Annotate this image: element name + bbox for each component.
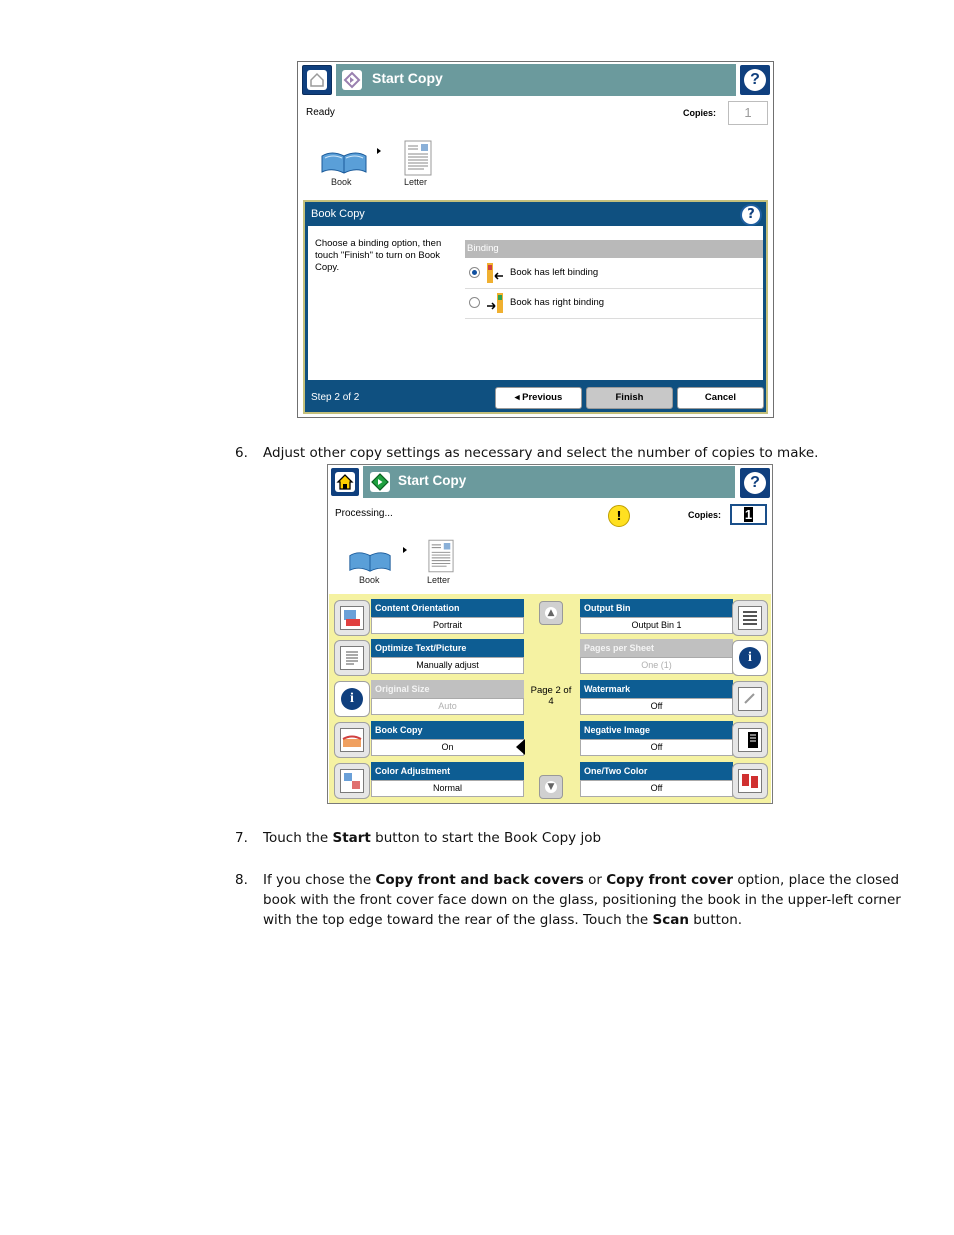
top-bar	[328, 465, 772, 499]
help-icon: ?	[744, 472, 766, 494]
settings-panel	[329, 594, 771, 803]
letter-thumbnail-icon	[404, 140, 432, 176]
tile-value: Manually adjust	[371, 657, 524, 674]
step-6-text: Adjust other copy settings as necessary and select the number of copies to make.	[263, 445, 819, 461]
start-copy-button[interactable]	[336, 64, 736, 96]
tile-value: One (1)	[580, 657, 733, 674]
arrow-right-icon	[377, 148, 381, 154]
copies-label: Copies:	[688, 510, 722, 520]
color-adjust-icon	[334, 763, 370, 799]
step-7-pre: Touch the	[263, 830, 333, 846]
book-thumb-label: Book	[359, 575, 380, 585]
tile-value: Portrait	[371, 617, 524, 634]
radio-left-binding[interactable]	[469, 267, 480, 278]
step-8-t4: button.	[688, 912, 743, 928]
book-copy-icon	[334, 722, 370, 758]
original-size-tile[interactable]	[334, 680, 524, 717]
status-text: Processing...	[335, 508, 393, 519]
step-7-number: 7.	[235, 830, 248, 846]
start-copy-label: Start Copy	[398, 473, 467, 488]
tile-title: Optimize Text/Picture	[371, 639, 524, 657]
tile-title: Color Adjustment	[371, 762, 524, 780]
previous-label: Previous	[522, 392, 563, 403]
tile-title: Content Orientation	[371, 599, 524, 617]
option-left-binding[interactable]	[465, 259, 763, 289]
pages-per-sheet-tile[interactable]	[580, 639, 768, 676]
negative-image-icon	[732, 722, 768, 758]
book-thumb-label: Book	[331, 177, 352, 187]
step-8-t2: or	[583, 872, 607, 888]
scroll-down-button[interactable]	[539, 775, 563, 799]
copies-field[interactable]: 1	[728, 101, 768, 125]
copy-front-back-term: Copy front and back covers	[375, 872, 584, 888]
optimize-text-picture-tile[interactable]	[334, 639, 524, 676]
dialog-title: Book Copy	[311, 208, 365, 220]
color-adjustment-tile[interactable]	[334, 762, 524, 799]
start-icon	[342, 70, 362, 90]
start-copy-button[interactable]	[363, 466, 735, 498]
tile-value: Off	[580, 698, 733, 715]
arrow-right-icon	[403, 547, 407, 553]
document-icon	[334, 640, 370, 676]
letter-thumb-label: Letter	[427, 575, 451, 585]
previous-arrow-icon: ◂	[514, 392, 523, 403]
copies-value: 1	[744, 507, 753, 522]
dialog-instructions: Choose a binding option, then touch "Finish" to turn on Book Copy.	[315, 238, 442, 273]
radio-right-binding[interactable]	[469, 297, 480, 308]
letter-thumbnail-icon	[428, 539, 454, 573]
step-7-text	[263, 828, 903, 848]
book-copy-dialog	[303, 200, 768, 414]
right-binding-label: Book has right binding	[510, 297, 605, 308]
info-tile-icon	[334, 681, 370, 717]
home-icon	[335, 472, 355, 492]
tile-value: On	[371, 739, 524, 756]
tile-value: Off	[580, 739, 733, 756]
one-two-color-tile[interactable]	[580, 762, 768, 799]
book-copy-tile[interactable]	[334, 721, 524, 758]
letter-thumb-label: Letter	[404, 177, 428, 187]
tile-title: Original Size	[371, 680, 524, 698]
step-indicator: Step 2 of 2	[311, 392, 360, 403]
tile-title: Negative Image	[580, 721, 733, 739]
start-icon	[370, 472, 390, 492]
copy-front-cover-term: Copy front cover	[606, 872, 734, 888]
tile-value: Off	[580, 780, 733, 797]
option-right-binding[interactable]	[465, 289, 763, 319]
help-icon: ?	[744, 69, 766, 91]
tile-value: Output Bin 1	[580, 617, 733, 634]
step-7-post: button to start the Book Copy job	[370, 830, 602, 846]
copies-field[interactable]	[730, 504, 767, 525]
home-button[interactable]	[302, 65, 332, 95]
watermark-tile[interactable]	[580, 680, 768, 717]
negative-image-tile[interactable]	[580, 721, 768, 758]
step-8-number: 8.	[235, 872, 248, 888]
content-orientation-tile[interactable]	[334, 599, 524, 636]
right-binding-icon	[485, 292, 505, 314]
info-tile-icon	[732, 640, 768, 676]
dialog-body	[308, 226, 763, 380]
help-button[interactable]	[740, 65, 770, 95]
info-icon: i	[341, 688, 363, 710]
selected-indicator-icon	[516, 739, 525, 755]
output-bin-tile[interactable]	[580, 599, 768, 636]
watermark-icon	[732, 681, 768, 717]
tile-title: One/Two Color	[580, 762, 733, 780]
home-icon	[307, 70, 327, 90]
book-copy-screenshot	[297, 61, 774, 418]
chevron-up-icon: ▲	[545, 607, 557, 619]
tile-title: Book Copy	[371, 721, 524, 739]
step-6-number: 6.	[235, 445, 248, 461]
scan-term: Scan	[652, 912, 689, 928]
help-button[interactable]	[740, 468, 770, 498]
book-thumbnail-icon	[348, 548, 392, 576]
tile-value: Auto	[371, 698, 524, 715]
orientation-icon	[334, 600, 370, 636]
top-bar	[298, 62, 773, 98]
start-copy-label: Start Copy	[372, 70, 443, 86]
step-8-t1: If you chose the	[263, 872, 376, 888]
dialog-help-icon[interactable]: ?	[742, 206, 760, 224]
previous-button[interactable]	[495, 387, 582, 409]
start-term: Start	[332, 830, 371, 846]
cancel-button[interactable]: Cancel	[677, 387, 764, 409]
left-binding-label: Book has left binding	[510, 267, 599, 278]
status-text: Ready	[306, 107, 335, 118]
step-8-text	[263, 870, 903, 930]
copy-settings-screenshot	[327, 464, 773, 804]
finish-button[interactable]: Finish	[586, 387, 673, 409]
scroll-up-button[interactable]	[539, 601, 563, 625]
left-binding-icon	[485, 262, 505, 284]
tile-title: Output Bin	[580, 599, 733, 617]
step-8-t3: option, place the closed book with the front cover face down on the glass, positioning the book in the upper-left corner with the top edge toward the rear of the glass. Touch the	[263, 872, 901, 928]
warning-icon[interactable]: !	[608, 505, 630, 527]
page-indicator: Page 2 of 4	[530, 685, 572, 707]
tile-value: Normal	[371, 780, 524, 797]
chevron-down-icon: ▼	[545, 781, 557, 793]
copies-label: Copies:	[683, 108, 717, 118]
info-icon: i	[739, 647, 761, 669]
binding-header: Binding	[465, 240, 763, 258]
tile-title: Watermark	[580, 680, 733, 698]
book-thumbnail-icon	[320, 148, 368, 178]
two-color-icon	[732, 763, 768, 799]
output-bin-icon	[732, 600, 768, 636]
tile-title: Pages per Sheet	[580, 639, 733, 657]
home-button[interactable]	[331, 468, 359, 496]
